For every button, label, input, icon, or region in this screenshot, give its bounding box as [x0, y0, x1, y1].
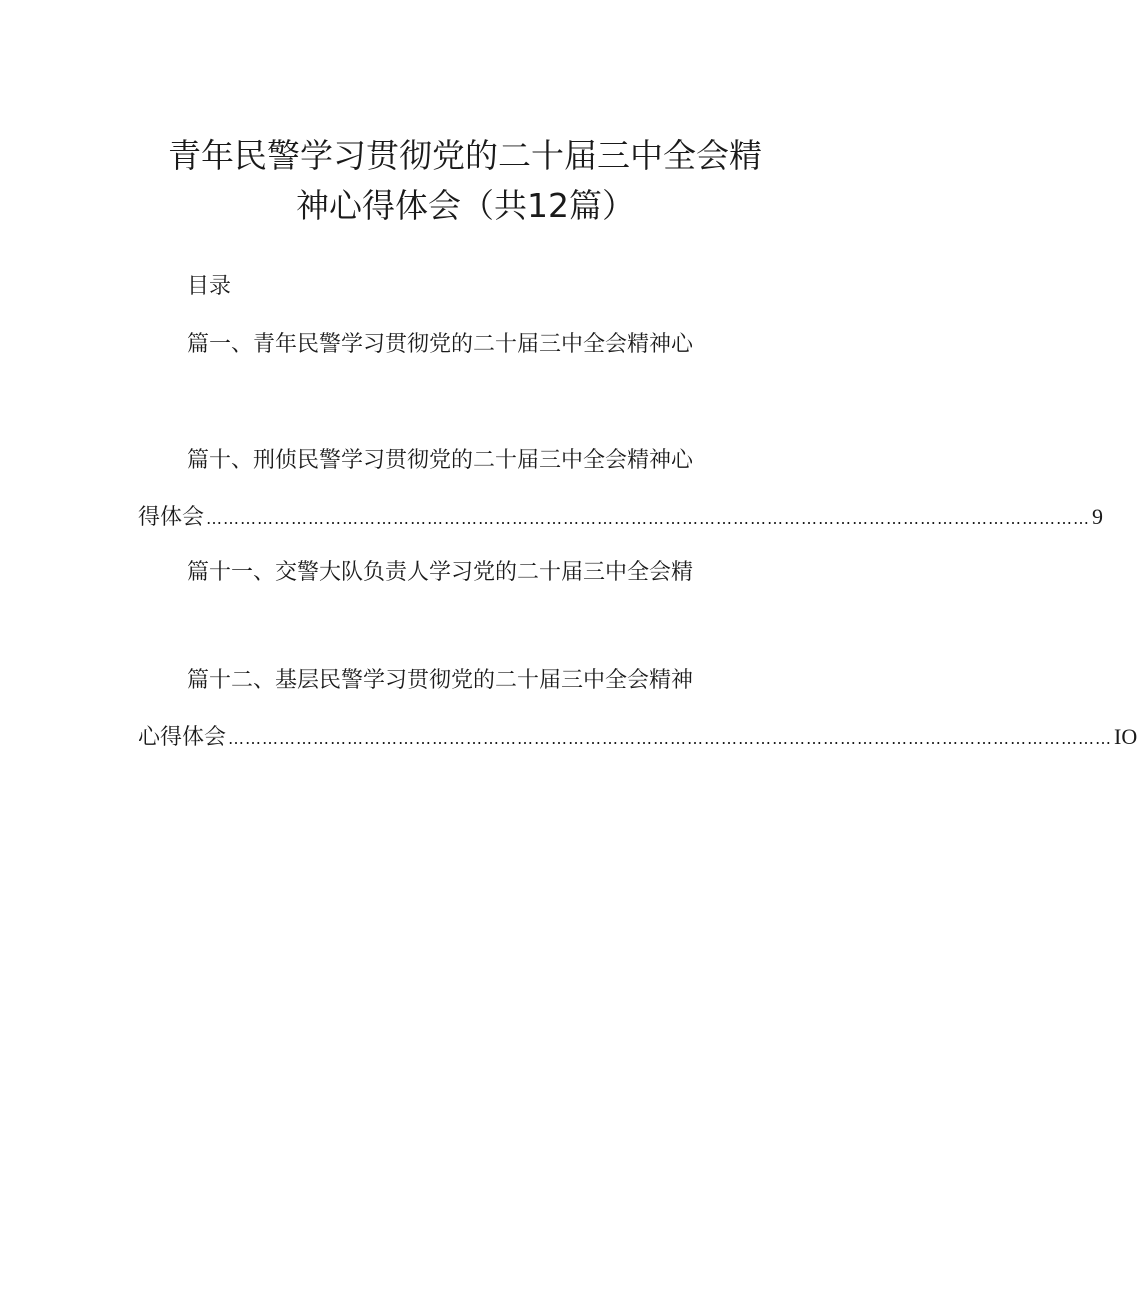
- dot-leader: …………………………………………………………………………………………………………………………………………: [206, 509, 1091, 528]
- toc-entry-2-page-number: 9: [1092, 504, 1104, 529]
- toc-entry-1[interactable]: 篇一、青年民警学习贯彻党的二十届三中全会精神心: [187, 332, 694, 357]
- dot-leader: …………………………………………………………………………………………………………………………………………: [228, 729, 1113, 748]
- toc-entry-2-line-2[interactable]: [138, 502, 1104, 534]
- toc-entry-2-text: 得体会: [138, 505, 205, 530]
- document-title-line-1: 青年民警学习贯彻党的二十届三中全会精: [168, 136, 762, 175]
- toc-heading: 目录: [187, 274, 232, 299]
- toc-entry-4-text: 心得体会: [138, 725, 227, 750]
- toc-entry-4-page-number: IO: [1114, 724, 1137, 749]
- toc-entry-4-line-2[interactable]: [138, 722, 1137, 754]
- document-title-line-2: 神心得体会（共12篇）: [296, 186, 635, 225]
- toc-entry-2-line-1[interactable]: 篇十、刑侦民警学习贯彻党的二十届三中全会精神心: [187, 448, 694, 473]
- toc-entry-4-line-1[interactable]: 篇十二、基层民警学习贯彻党的二十届三中全会精神: [187, 668, 694, 693]
- toc-entry-3[interactable]: 篇十一、交警大队负责人学习党的二十届三中全会精: [187, 560, 694, 585]
